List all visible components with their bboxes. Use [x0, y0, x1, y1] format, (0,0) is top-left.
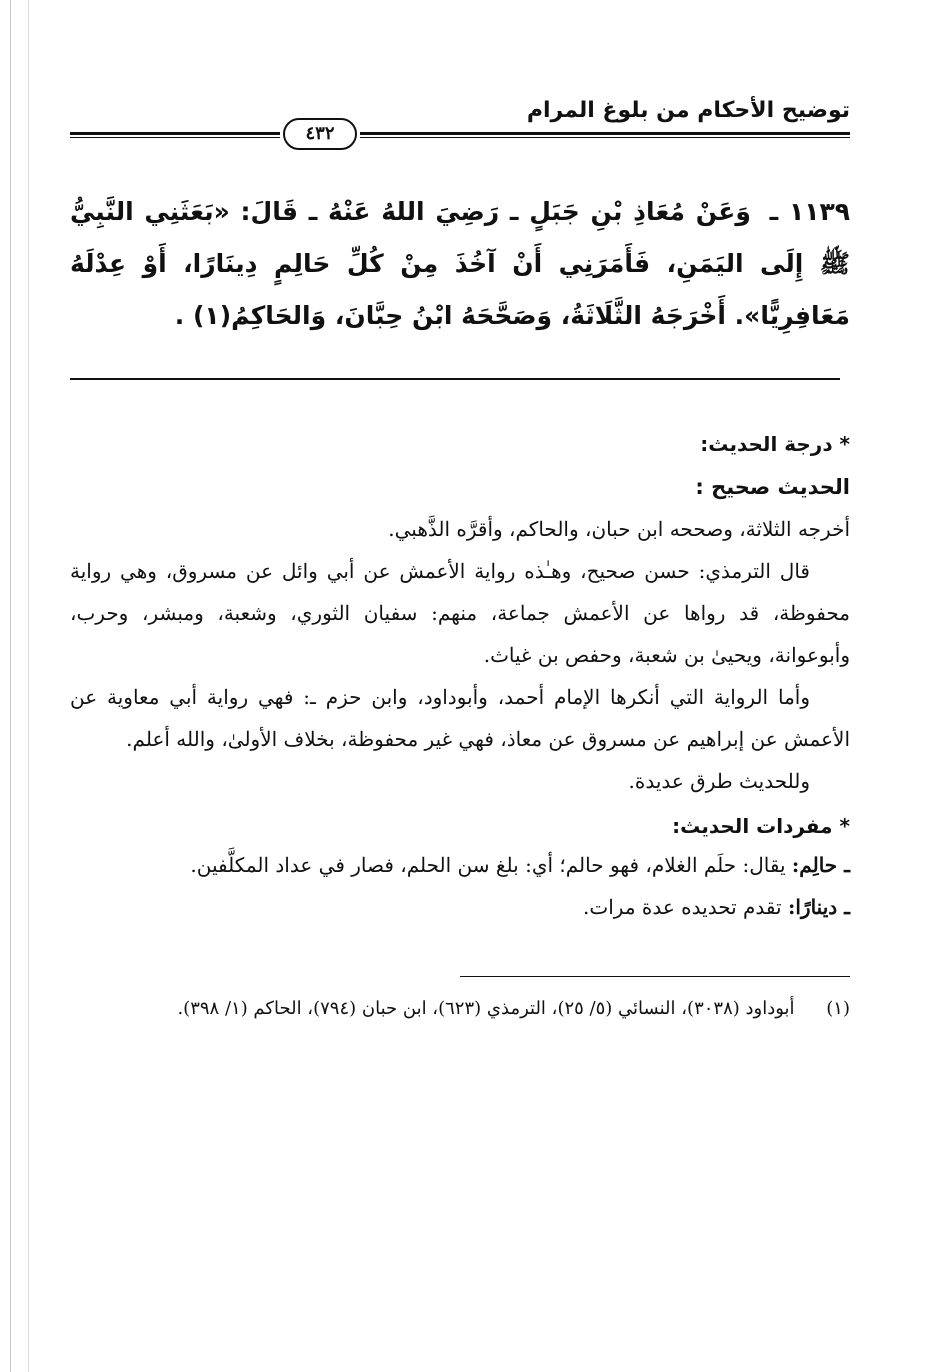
footnote-divider — [460, 976, 850, 977]
grade-subheading: الحديث صحيح : — [695, 475, 850, 499]
book-title: توضيح الأحكام من بلوغ المرام — [526, 98, 850, 123]
grade-paragraph: وأما الرواية التي أنكرها الإمام أحمد، وأبوداود، وابن حزم ـ: فهي رواية أبي معاوية عن الأعمش عن إبراهيم عن مسروق عن معاذ، فهي غير محفوظة، بخلاف الأولىٰ، والله أعلم. — [70, 685, 850, 751]
vocab-item — [70, 844, 850, 886]
header-rule-left — [70, 132, 280, 138]
binding-line — [10, 0, 11, 1372]
grade-paragraph: أخرجه الثلاثة، وصححه ابن حبان، والحاكم، وأقرَّه الذَّهبي. — [388, 517, 850, 541]
section-divider — [70, 378, 840, 380]
hadith-number: ١١٣٩ ـ — [769, 197, 850, 226]
binding-line-inner — [28, 0, 29, 1372]
vocab-term: ـ حالِم: — [791, 853, 850, 877]
grade-heading: * درجة الحديث: — [700, 432, 850, 456]
footnote-marker: (١) — [826, 998, 850, 1019]
vocab-item — [70, 886, 850, 928]
hadith-block — [70, 186, 850, 342]
page-number: ٤٣٢ — [283, 118, 357, 150]
vocab-definition: تقدم تحديده عدة مرات. — [583, 895, 782, 919]
footnote — [70, 991, 850, 1027]
vocab-definition: يقال: حلَم الغلام، فهو حالم؛ أي: بلغ سن الحلم، فصار في عداد المكلَّفين. — [190, 853, 786, 877]
footnote-text: أبوداود (٣٠٣٨)، النسائي (٥/ ٢٥)، الترمذي (٦٢٣)، ابن حبان (٧٩٤)، الحاكم (١/ ٣٩٨). — [177, 998, 795, 1019]
vocab-heading: * مفردات الحديث: — [672, 814, 850, 838]
grade-paragraph: وللحديث طرق عديدة. — [628, 769, 810, 793]
page-header — [70, 80, 850, 160]
grade-paragraph: قال الترمذي: حسن صحيح، وهـٰذه رواية الأعمش عن أبي وائل عن مسروق، وهي رواية محفوظة، قد رواها عن الأعمش جماعة، منهم: سفيان الثوري، وشعبة، ومبشر، وحرب، وأبوعوانة، ويحيىٰ بن شعبة، وحفص بن غياث. — [70, 559, 850, 667]
hadith-text: وَعَنْ مُعَاذِ بْنِ جَبَلٍ ـ رَضِيَ اللهُ عَنْهُ ـ قَالَ: «بَعَثَنِي النَّبِيُّ ﷺ إِلَى اليَمَنِ، فَأَمَرَنِي أَنْ آخُذَ مِنْ كُلِّ حَالِمٍ دِينَارًا، أَوْ عِدْلَهُ مَعَافِرِيًّا». أَخْرَجَهُ الثَّلَاثَةُ، وَصَحَّحَهُ ابْنُ حِبَّانَ، وَالحَاكِمُ(١) . — [70, 197, 850, 330]
page — [70, 80, 850, 1027]
vocab-term: ـ دينارًا: — [787, 895, 850, 919]
header-rule-right — [360, 132, 850, 138]
